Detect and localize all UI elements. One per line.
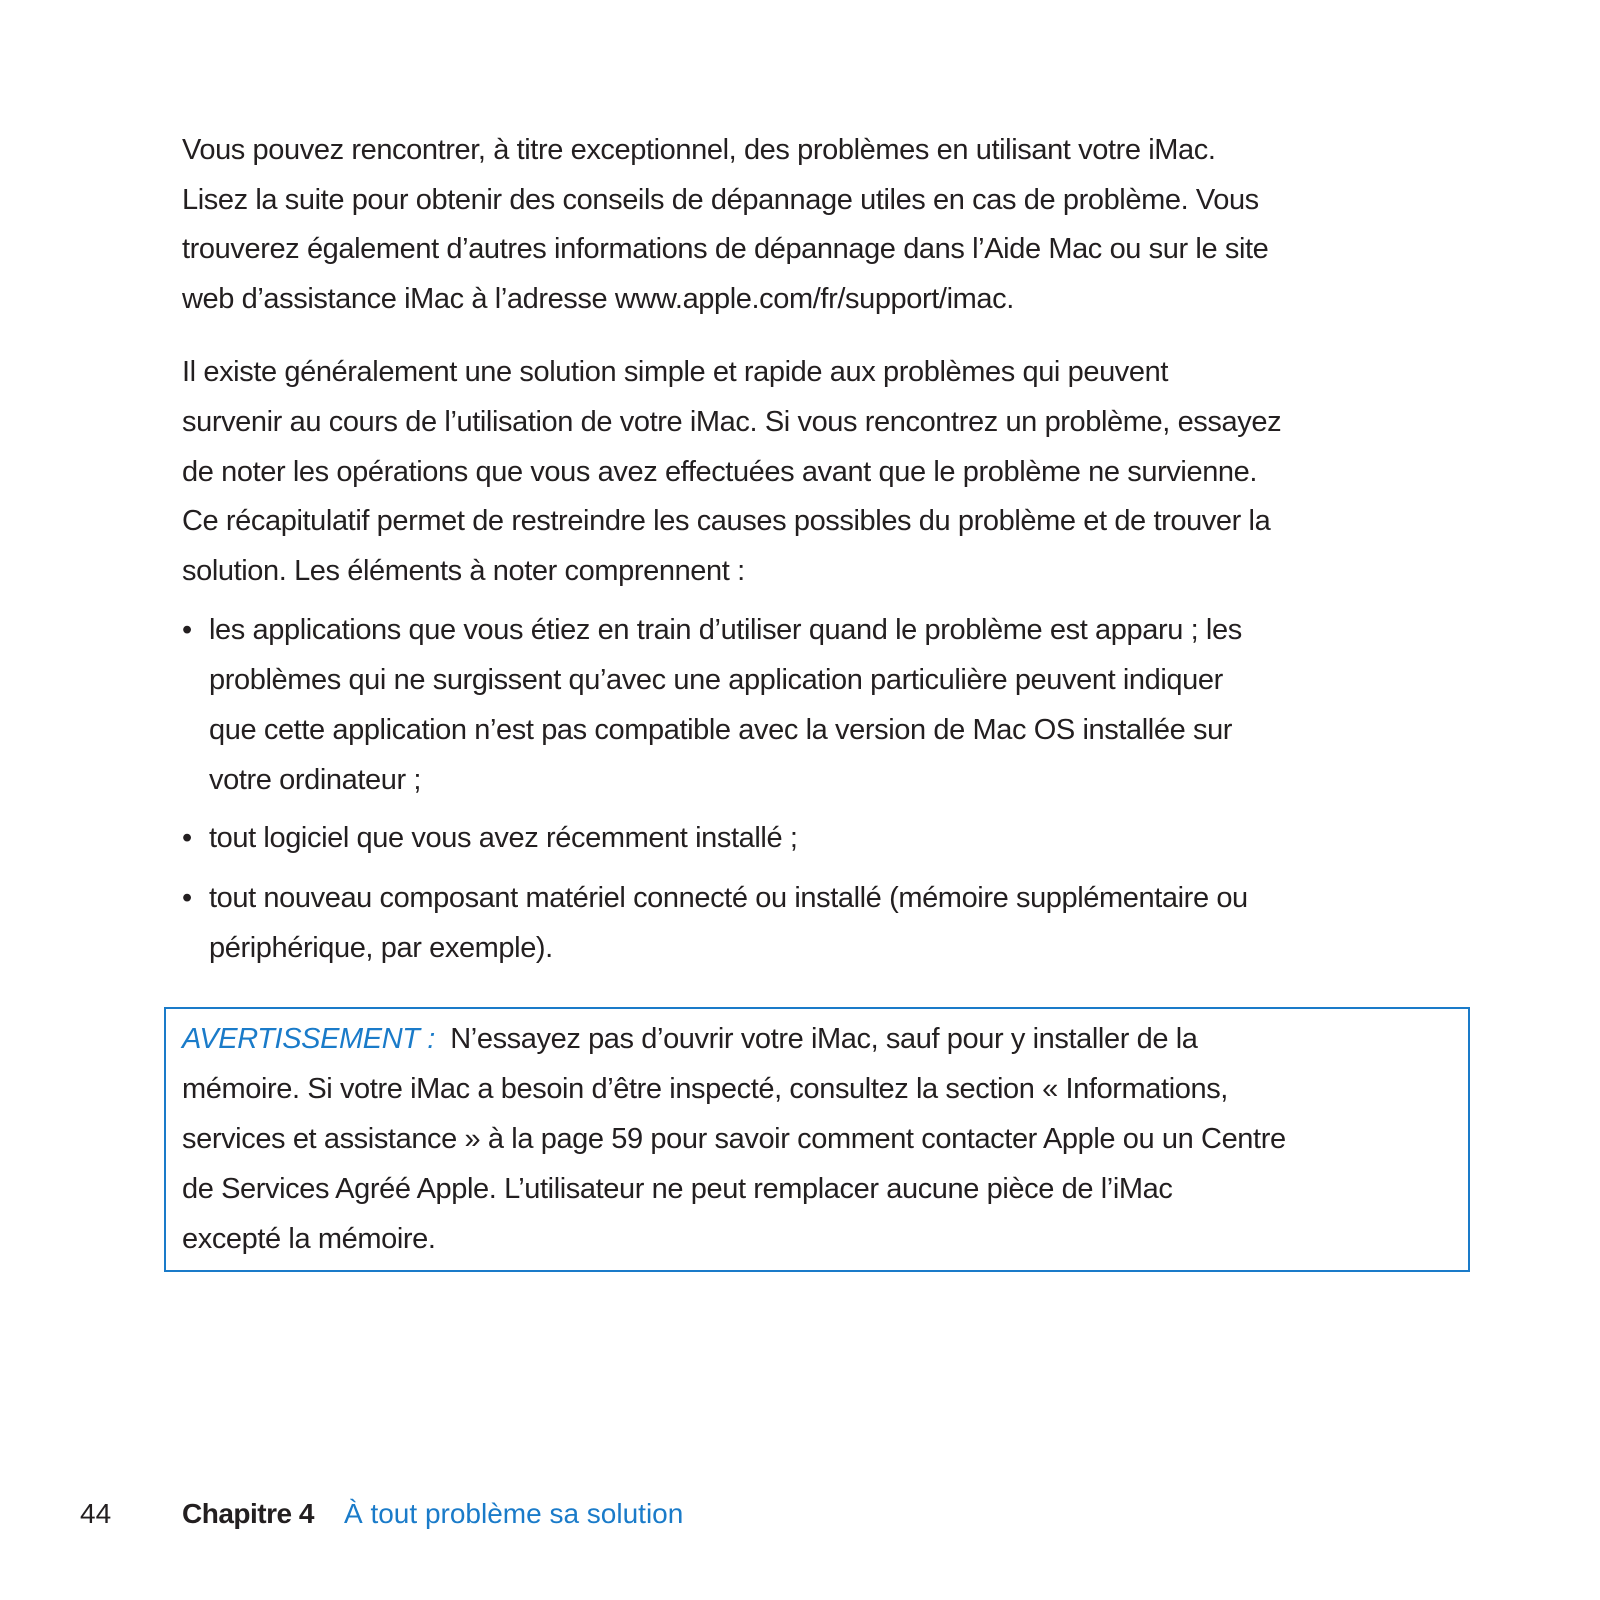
text-line: excepté la mémoire. (182, 1223, 436, 1255)
text-line: trouverez également d’autres informations de dépannage dans l’Aide Mac ou sur le site (182, 233, 1269, 265)
text-line: solution. Les éléments à noter comprennent : (182, 555, 745, 587)
text-line: tout nouveau composant matériel connecté ou installé (mémoire supplémentaire ou (209, 882, 1248, 914)
text-line: problèmes qui ne surgissent qu’avec une application particulière peuvent indiquer (209, 664, 1223, 696)
text-line: mémoire. Si votre iMac a besoin d’être inspecté, consultez la section « Informations, (182, 1073, 1228, 1105)
warning-text: N’essayez pas d’ouvrir votre iMac, sauf pour y installer de la (450, 1023, 1198, 1055)
text-line: web d’assistance iMac à l’adresse www.apple.com/fr/support/imac. (182, 283, 1014, 315)
warning-first-line (182, 1022, 1198, 1056)
text-line: survenir au cours de l’utilisation de votre iMac. Si vous rencontrez un problème, essayez (182, 406, 1282, 438)
bullet-icon: • (182, 882, 193, 914)
text-line: de noter les opérations que vous avez effectuées avant que le problème ne survienne. (182, 456, 1258, 488)
chapter-label: Chapitre 4 (182, 1498, 314, 1529)
warning-label: AVERTISSEMENT : (182, 1023, 435, 1055)
text-line: les applications que vous étiez en train d’utiliser quand le problème est apparu ; les (209, 614, 1242, 646)
text-line: Lisez la suite pour obtenir des conseils de dépannage utiles en cas de problème. Vous (182, 184, 1259, 216)
text-line: Ce récapitulatif permet de restreindre les causes possibles du problème et de trouver la (182, 505, 1271, 537)
text-line: services et assistance » à la page 59 pour savoir comment contacter Apple ou un Centre (182, 1123, 1286, 1155)
text-line: Il existe généralement une solution simple et rapide aux problèmes qui peuvent (182, 356, 1169, 388)
page-number: 44 (80, 1498, 112, 1529)
bullet-icon: • (182, 614, 193, 646)
chapter-title: À tout problème sa solution (344, 1498, 684, 1529)
text-line: périphérique, par exemple). (209, 932, 553, 964)
text-line: tout logiciel que vous avez récemment installé ; (209, 822, 798, 854)
bullet-icon: • (182, 822, 193, 854)
text-line: de Services Agréé Apple. L’utilisateur ne peut remplacer aucune pièce de l’iMac (182, 1173, 1173, 1205)
text-line: votre ordinateur ; (209, 764, 422, 796)
text-line: que cette application n’est pas compatible avec la version de Mac OS installée sur (209, 714, 1233, 746)
text-line: Vous pouvez rencontrer, à titre exceptionnel, des problèmes en utilisant votre iMac. (182, 134, 1216, 166)
